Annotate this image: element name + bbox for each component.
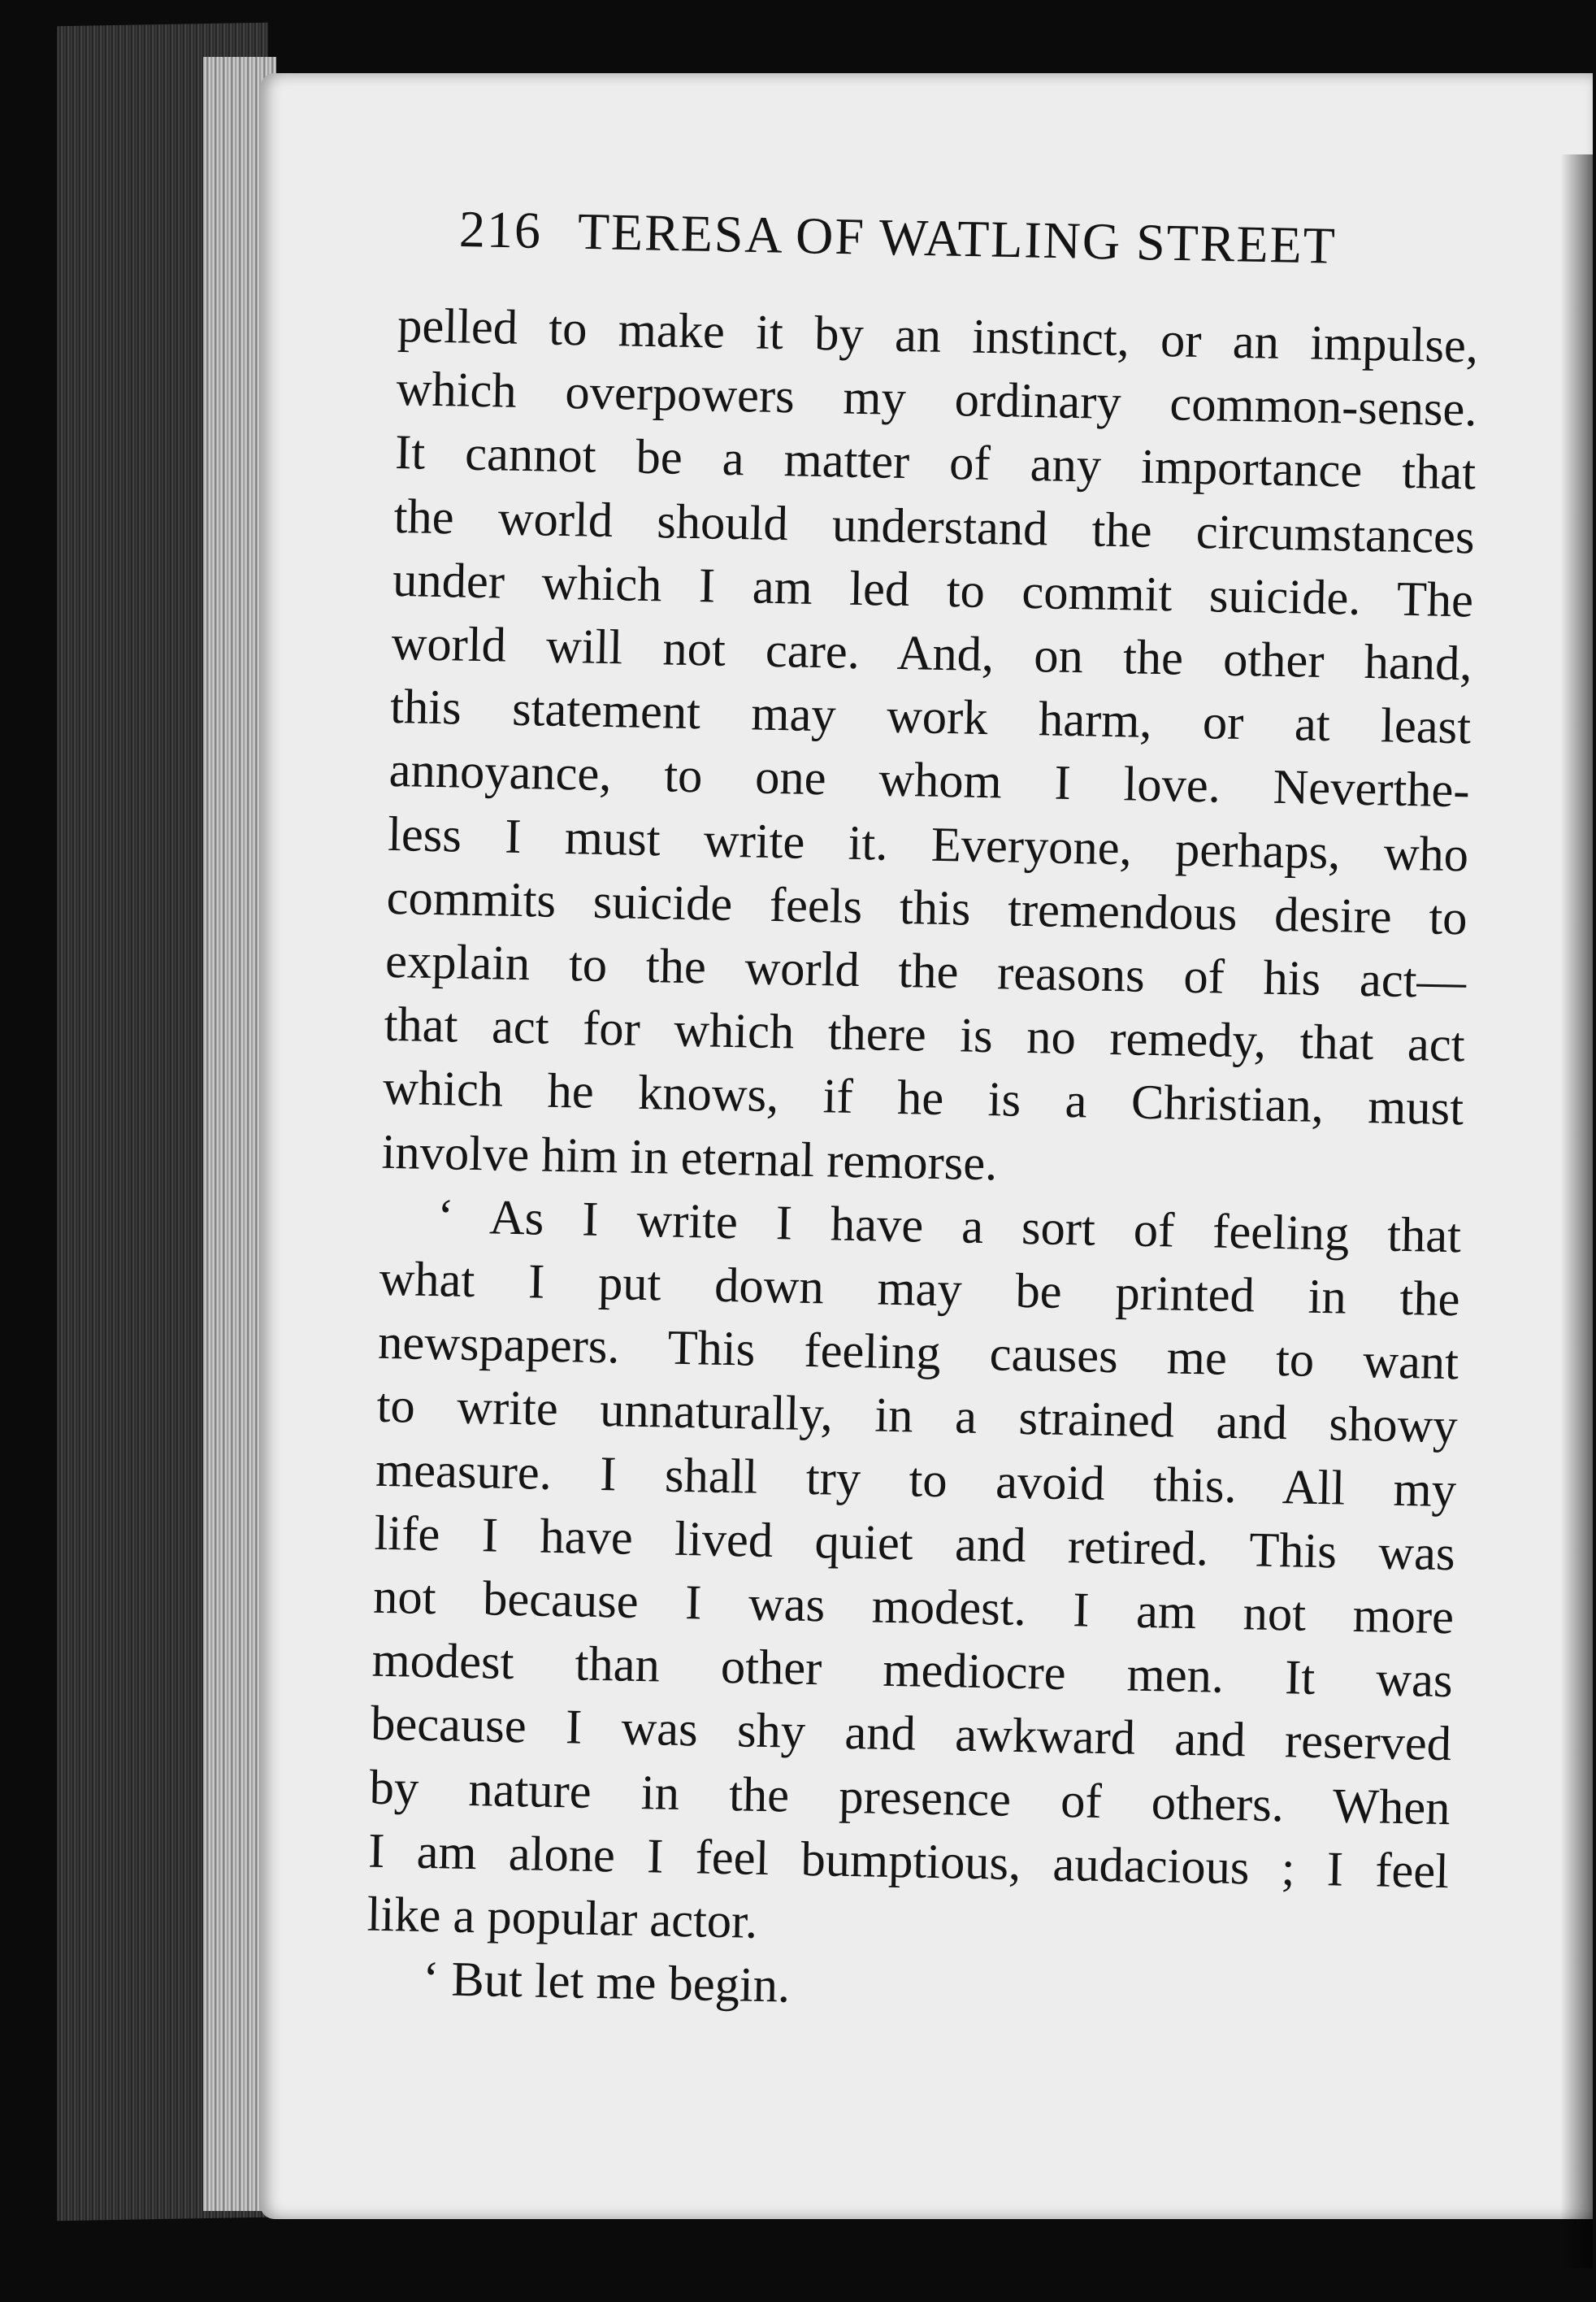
text-line: what I put down may be printed in the [379,1251,1461,1327]
text-line: like a popular actor. [366,1887,758,1949]
text-line: life I have lived quiet and retired. This was [374,1505,1456,1582]
text-line: It cannot be a matter of any importance that [394,425,1477,501]
text-line: by nature in the presence of others. When [369,1760,1451,1835]
text-line: not because I was modest. I am not more [372,1569,1455,1645]
text-line: newspapers. This feeling causes me to want [377,1315,1459,1391]
text-line: involve him in eternal remorse. [381,1124,998,1191]
text-line: under which I am led to commit suicide. The [392,552,1474,628]
text-line: pelled to make it by an instinct, or an impulse, [397,298,1479,374]
text-line: less I must write it. Everyone, perhaps, who [387,806,1469,883]
text-line: the world should understand the circumstances [393,489,1476,565]
body-text [365,294,1478,2031]
text-line: which overpowers my ordinary common-sense. [396,362,1478,437]
text-line: explain to the world the reasons of his act— [384,933,1467,1010]
text-line: world will not care. And, on the other hand, [391,615,1473,692]
text-line: ‘ As I write I have a sort of feeling that [436,1188,1462,1264]
text-line: to write unnaturally, in a strained and showy [376,1379,1459,1454]
text-line: which he knows, if he is a Christian, must [382,1061,1464,1136]
text-line: modest than other mediocre men. It was [371,1632,1454,1709]
text-line: annoyance, to one whom I love. Neverthe- [388,743,1471,819]
book-title: TERESA OF WATLING STREET [577,202,1338,275]
text-line: commits suicide feels this tremendous desire to [386,870,1468,946]
page-number: 216 [458,200,543,259]
text-line: I am alone I feel bumptious, audacious ; I feel [367,1823,1450,1900]
text-line: measure. I shall try to avoid this. All my [375,1442,1457,1518]
text-line: that act for which there is no remedy, that act [384,997,1466,1073]
text-line: because I was shy and awkward and reserved [370,1696,1452,1772]
text-line: this statement may work harm, or at least [389,680,1472,755]
text-line: ‘ But let me begin. [422,1952,791,2013]
gutter-shadow [1560,154,1593,2268]
